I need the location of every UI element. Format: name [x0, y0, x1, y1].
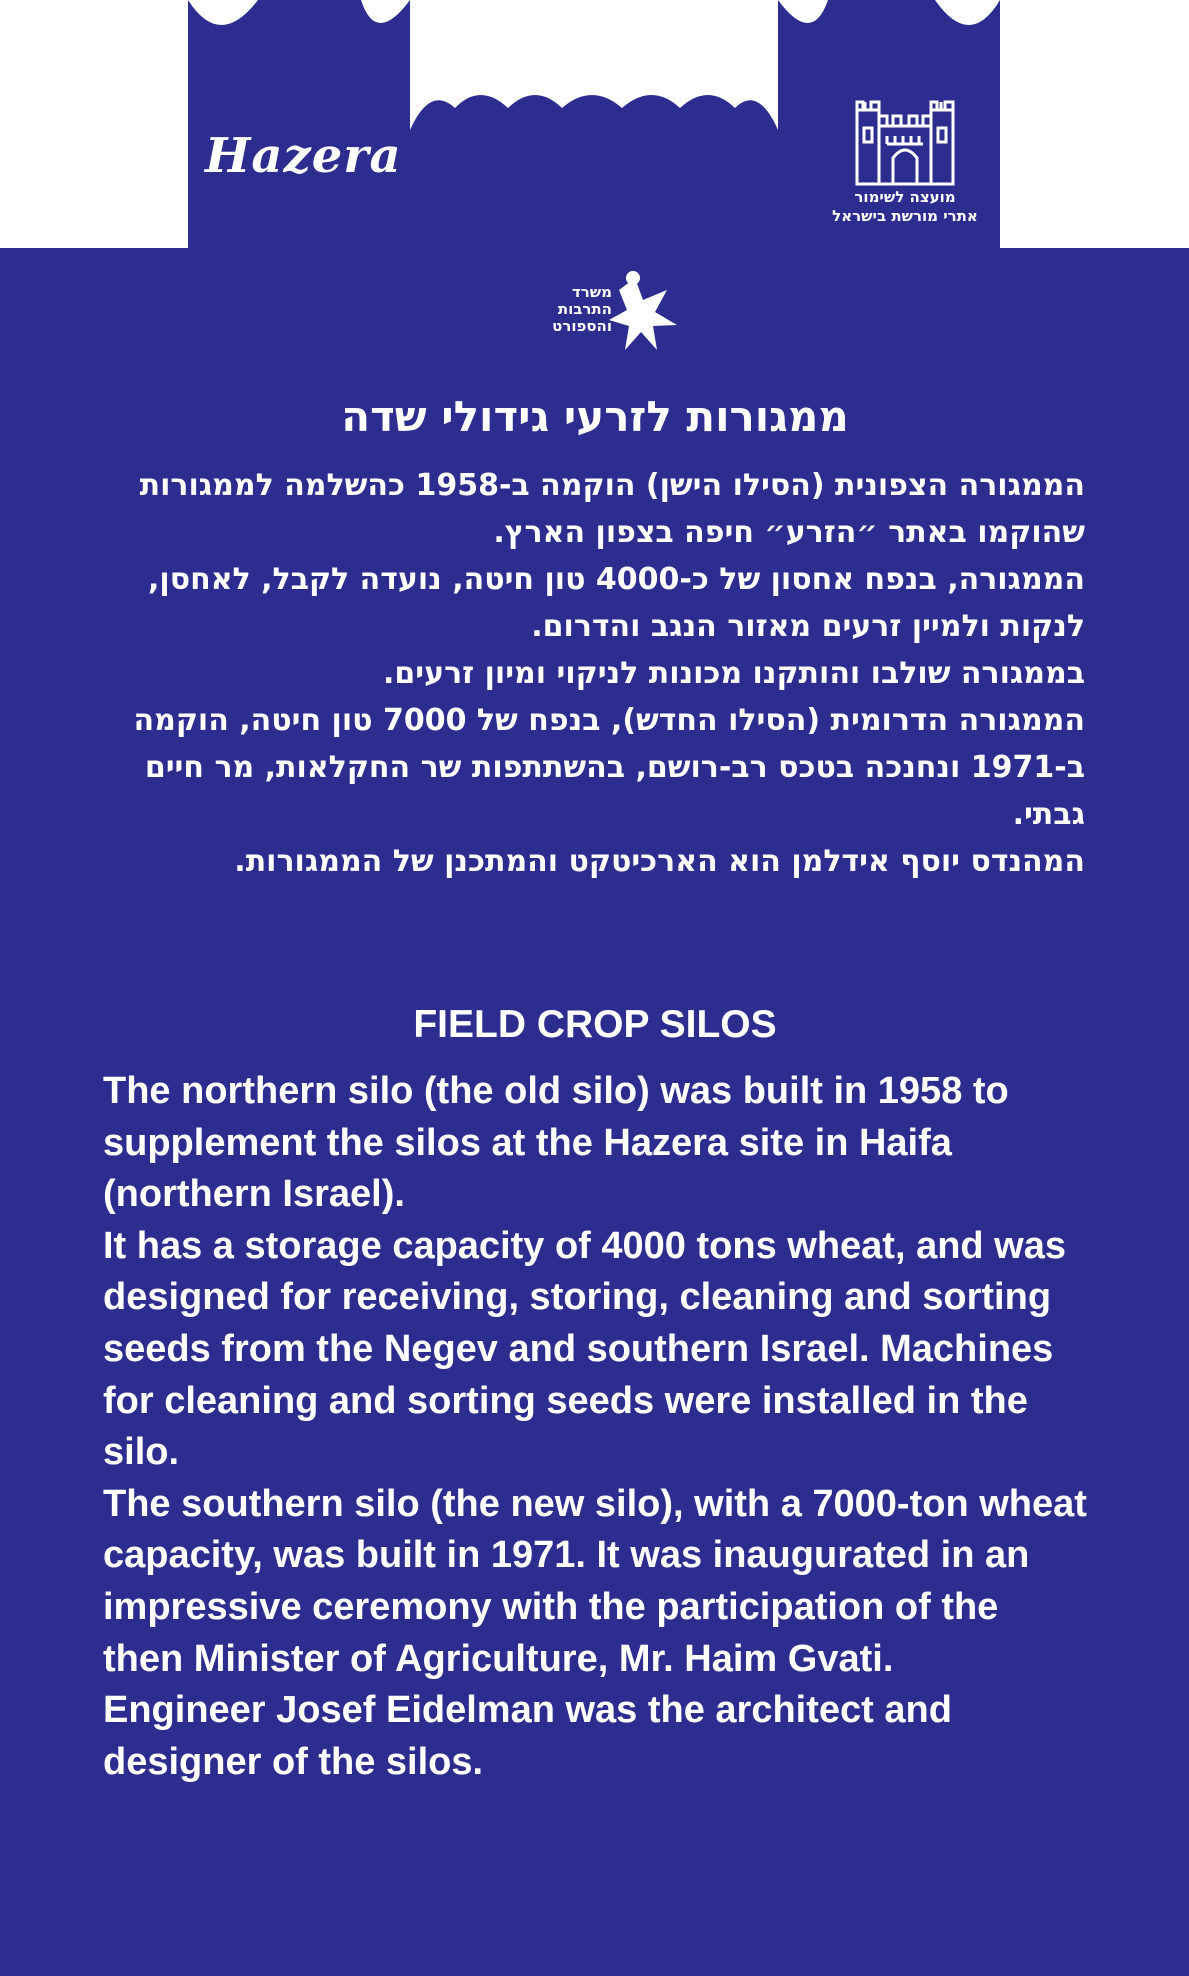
hebrew-paragraph: בממגורה שולבו והותקנו מכונות לניקוי ומיון זרעים. [382, 656, 1085, 691]
ministry-name-line3: והספורט [552, 317, 612, 335]
castle-icon [845, 88, 965, 188]
english-paragraph: It has a storage capacity of 4000 tons wheat, and was designed for receiving, storing, cleaning and sorting seeds from the Negev and southern Israel. Machines for cleaning and sorting seeds were installed in the silo. [103, 1224, 1067, 1474]
english-title: FIELD CROP SILOS [413, 1003, 777, 1046]
hebrew-paragraph: המהנדס יוסף אידלמן הוא הארכיטקט והמתכנן של הממגורות. [234, 844, 1085, 879]
hazera-logo: Hazera [205, 128, 402, 184]
council-name-line1: מועצה לשימור [854, 188, 956, 206]
council-name-line2: אתרי מורשת בישראל [832, 207, 978, 225]
ministry-logo [510, 270, 680, 360]
english-body [103, 1066, 1088, 1788]
hebrew-paragraph: הממגורה הדרומית (הסילו החדש), בנפח של 7000 טון חיטה, הוקמה ב-1971 ונחנכה בטכס רב-רושם, בהשתתפות שר החקלאות, מר חיים גבתי. [133, 703, 1085, 832]
heritage-council-logo [800, 88, 1010, 226]
english-paragraph: The northern silo (the old silo) was built in 1958 to supplement the silos at the Hazera site in Haifa (northern Israel). [103, 1070, 1009, 1216]
star-figure-icon [605, 270, 680, 355]
hebrew-body [100, 462, 1085, 885]
hebrew-title: ממגורות לזרעי גידולי שדה [341, 392, 849, 441]
hebrew-paragraph: הממגורה, בנפח אחסון של כ-4000 טון חיטה, נועדה לקבל, לאחסן, לנקות ולמיין זרעים מאזור הנגב והדרום. [148, 562, 1085, 644]
hebrew-paragraph: הממגורה הצפונית (הסילו הישן) הוקמה ב-1958 כהשלמה לממגורות שהוקמו באתר ״הזרע״ חיפה בצפון הארץ. [139, 468, 1085, 550]
ministry-name [512, 284, 612, 335]
english-paragraph: Engineer Josef Eidelman was the architect and designer of the silos. [103, 1689, 952, 1783]
english-paragraph: The southern silo (the new silo), with a 7000-ton wheat capacity, was built in 1971. It was inaugurated in an impressive ceremony with the participation of the then Minister of Agriculture, Mr. Haim Gvati. [103, 1482, 1087, 1680]
ministry-name-line2: התרבות [557, 300, 612, 318]
ministry-name-line1: משרד [571, 283, 612, 301]
